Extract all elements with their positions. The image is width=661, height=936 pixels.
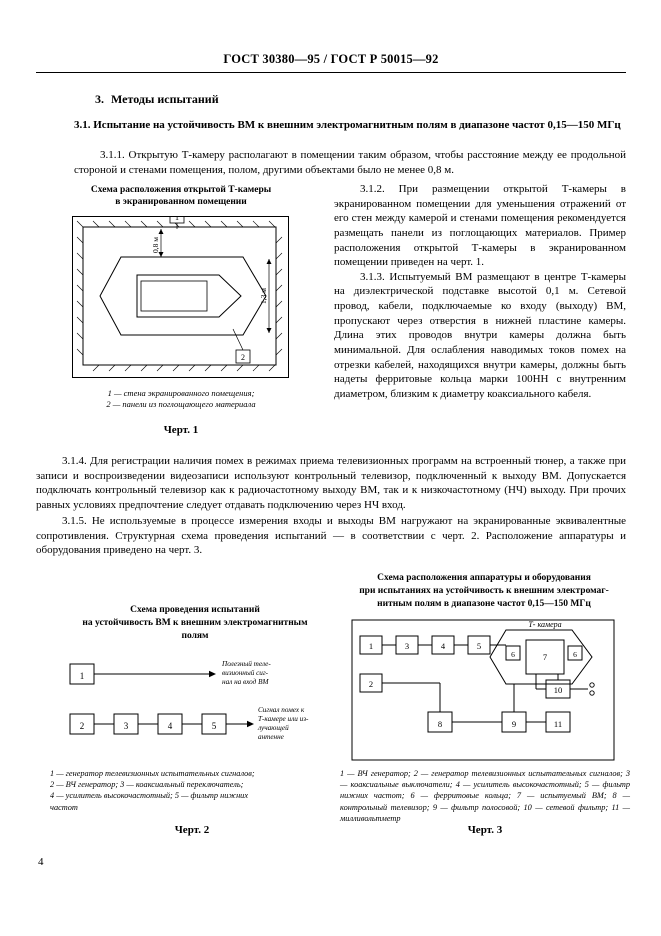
figure3-caption-line1: Схема расположения аппаратуры и оборудования	[377, 573, 591, 583]
section-title-text: Методы испытаний	[111, 92, 219, 106]
right-column-text	[334, 182, 626, 401]
page-number: 4	[38, 856, 44, 868]
figure1-dim-h: 1,3 м	[259, 288, 268, 304]
figure2-legend-line2: 2 — ВЧ генератор; 3 — коаксиальный переключатель;	[50, 780, 244, 790]
svg-text:2: 2	[368, 679, 374, 689]
figure2-caption-line2: на устойчивость ВМ к внешним электромагнитным	[82, 617, 308, 628]
figure1-caption	[36, 184, 326, 209]
clause-3-1-5-block	[36, 514, 626, 558]
svg-text:7: 7	[542, 652, 548, 662]
figure2-svg	[62, 652, 330, 762]
section-number: 3.	[95, 92, 104, 106]
figure1-svg	[73, 217, 286, 375]
page-header: ГОСТ 30380—95 / ГОСТ Р 50015—92	[223, 52, 439, 66]
svg-text:антенне: антенне	[258, 733, 284, 741]
figure3-caption-line2: при испытаниях на устойчивость к внешним электромаг-	[359, 585, 609, 596]
figure2-legend	[50, 768, 334, 813]
svg-text:3: 3	[123, 721, 129, 731]
svg-text:лучающей: лучающей	[258, 724, 289, 732]
figure1-caption-line1: Схема расположения открытой Т-камеры	[90, 185, 272, 195]
svg-text:6: 6	[573, 650, 577, 659]
figure2-drawing	[62, 652, 330, 762]
figure1-legend-line1: 1 — стена экранированного помещения;	[107, 388, 255, 398]
figure2-caption	[60, 604, 330, 642]
svg-text:4: 4	[167, 721, 173, 731]
svg-text:10: 10	[553, 685, 563, 695]
figure3-caption	[340, 572, 628, 610]
figure1-number: Черт. 1	[163, 424, 199, 436]
figure2-caption-line1: Схема проведения испытаний	[130, 605, 260, 615]
section-title	[95, 92, 219, 107]
svg-text:5: 5	[211, 721, 217, 731]
figure2-caption-line3: полям	[181, 630, 209, 641]
svg-text:1: 1	[175, 217, 179, 222]
svg-text:нал на вход ВМ: нал на вход ВМ	[222, 678, 269, 686]
svg-text:4: 4	[440, 641, 446, 651]
svg-text:2: 2	[79, 721, 85, 731]
clause-3-1-3: 3.1.3. Испытуемый ВМ размещают в центре Т-камеры на диэлектрической подставке высотой 0,1 м. Сетевой провод, кабели, подключаемые ко входу (выходу) ВМ, пропускают через отверстия в нижней пластине камеры. Длина этих проводов внутри камеры должна быть минимальной. Для ослабления наводимых токов помех на отрезки кабелей, находящихся внутри камеры, должны быть надеты ферритовые кольца марки 100НН с внутренним диаметром, близким к диаметру коаксиального кабеля.	[334, 270, 626, 400]
svg-text:8: 8	[437, 719, 443, 729]
header-rule	[36, 72, 626, 73]
svg-text:11: 11	[553, 719, 563, 729]
figure2-number: Черт. 2	[174, 824, 210, 836]
svg-text:2: 2	[241, 353, 245, 362]
figure2-legend-line4: частот	[50, 802, 78, 812]
clause-3-1-5: 3.1.5. Не используемые в процессе измерения входы и выходы ВМ нагружают на экранированные эквивалентные сопротивления. Структурная схема проведения испытаний — в соответствии с черт. 2. Расположение аппаратуры и оборудования приведено на черт. 3.	[36, 515, 626, 557]
figure1-legend	[36, 388, 326, 411]
figure1-drawing	[72, 216, 289, 378]
figure1-legend-line2: 2 — панели из поглощающего материала	[106, 399, 256, 410]
figure3-caption-line3: нитным полям в диапазоне частот 0,15—150 МГц	[377, 598, 591, 609]
clause-3-1: 3.1. Испытание на устойчивость ВМ к внешним электромагнитным полям в диапазоне частот 0,15—150 МГц	[74, 119, 621, 131]
svg-text:3: 3	[404, 641, 410, 651]
svg-text:6: 6	[511, 650, 515, 659]
figure2-legend-line1: 1 — генератор телевизионных испытательных сигналов;	[50, 769, 255, 778]
figure3-number: Черт. 3	[467, 824, 503, 836]
svg-text:1: 1	[79, 671, 85, 681]
svg-text:визионный сиг-: визионный сиг-	[222, 669, 269, 677]
figure2-legend-line3: 4 — усилитель высокочастотный; 5 — фильтр нижних	[50, 791, 249, 801]
figure1-caption-line2: в экранированном помещении	[115, 197, 247, 208]
figure3-legend: 1 — ВЧ генератор; 2 — генератор телевизионных испытательных сигналов; 3 — коаксиальные выключатели; 4 — усилитель высокочастотный; 5 — фильтр нижних частот; 6 — ферритовые кольца; 7 — испытуемый ВМ; 8 — контрольный телевизор; 9 — фильтр полосовой; 10 — сетевой фильтр; 11 — милливольтметр	[340, 769, 630, 823]
clause-3-1-4: 3.1.4. Для регистрации наличия помех в режимах приема телевизионных программ на встроенный тюнер, а также при записи и воспроизведении видеозаписи используют контрольный телевизор, подключенный к выходу ВМ. Допускается подключать контрольный телевизор как к радиочастотному выходу ВМ, так и к низкочастотному (НЧ) выходу. При прочих равных условиях предпочтение следует отдавать подключению через НЧ вход.	[36, 455, 626, 511]
svg-text:9: 9	[511, 719, 517, 729]
svg-text:1: 1	[368, 641, 374, 651]
clause-3-1-2: 3.1.2. При размещении открытой Т-камеры в экранированном помещении для уменьшения отражений от его стен между камерой и стенами помещения рекомендуется размещать панели из поглощающих материалов. Пример расположения открытой Т-камеры в экранированном помещении приведен на черт. 1.	[334, 183, 626, 269]
svg-text:Полезный теле-: Полезный теле-	[222, 660, 271, 668]
figure3-drawing	[340, 612, 630, 767]
svg-text:Т- камера: Т- камера	[528, 620, 562, 629]
figure1-dim-w: 0,8 м	[151, 237, 160, 253]
svg-text:Сигнал помех к: Сигнал помех к	[258, 706, 305, 714]
svg-text:5: 5	[476, 641, 482, 651]
clause-3-1-4-block	[36, 454, 626, 513]
figure3-svg	[340, 612, 630, 767]
clause-3-1-1: 3.1.1. Открытую Т-камеру располагают в помещении таким образом, чтобы расстояние между ее продольной стороной и стенами помещения, полом, другими объектами было не менее 0,8 м.	[74, 149, 626, 176]
svg-text:Т-камере или из-: Т-камере или из-	[258, 715, 309, 723]
